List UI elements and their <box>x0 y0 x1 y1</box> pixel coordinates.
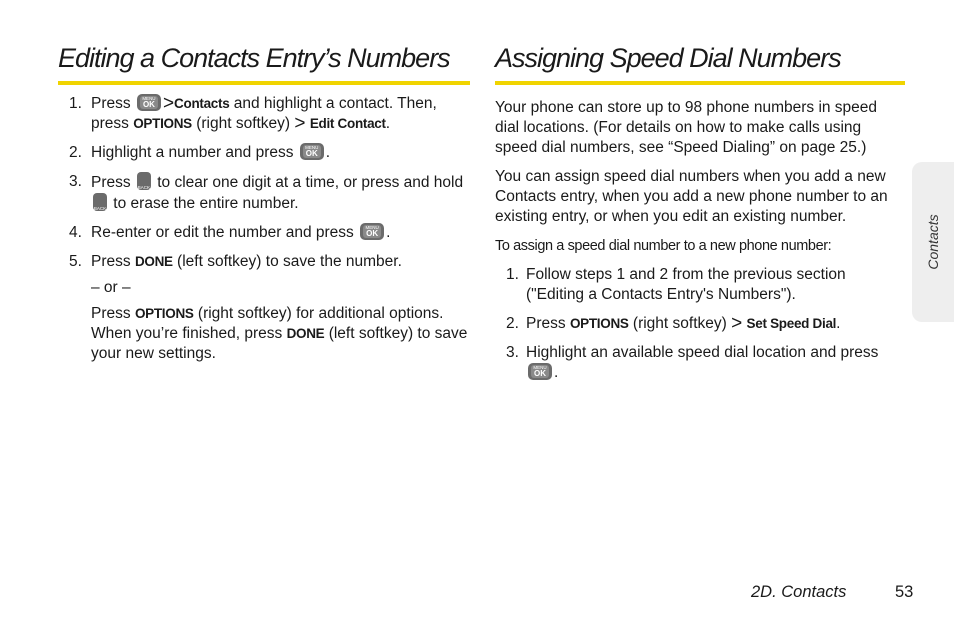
menu-ok-key-icon <box>300 143 324 160</box>
step-text: Press <box>91 305 135 322</box>
menu-ok-key-icon <box>360 223 384 240</box>
footer-section-title: 2D. Contacts <box>751 583 847 601</box>
right-heading: Assigning Speed Dial Numbers <box>495 43 841 73</box>
key-label-main: OK <box>534 369 546 378</box>
list-item <box>58 252 470 272</box>
step-text: and highlight a contact. Then, press <box>91 95 437 132</box>
side-tab-label: Contacts <box>925 214 941 270</box>
left-column <box>58 40 470 364</box>
step-text: (left softkey) to save the number. <box>172 253 402 270</box>
right-heading-rule <box>495 81 905 85</box>
step-text: Press <box>91 253 135 270</box>
list-item <box>58 94 470 134</box>
key-label-main: OK <box>305 149 318 158</box>
list-item <box>58 143 470 163</box>
list-item <box>495 265 905 305</box>
menu-term: Set Speed Dial <box>746 316 837 331</box>
list-item <box>495 314 905 334</box>
step-number: 2. <box>69 144 82 161</box>
step-text: (right softkey) for additional options. When you’re finished, press <box>91 305 444 342</box>
menu-ok-key-icon <box>528 363 552 380</box>
key-label-main: OK <box>366 229 379 238</box>
or-separator: – or – <box>91 279 131 296</box>
step-number: 2. <box>506 315 519 332</box>
step-text: Press <box>91 174 131 191</box>
path-separator: > <box>294 113 306 134</box>
left-heading-rule <box>58 81 470 85</box>
procedure-lead: To assign a speed dial number to a new phone number: <box>495 238 832 254</box>
key-label-top: MENU <box>305 145 319 150</box>
list-item <box>495 343 905 383</box>
alternative-instruction <box>58 304 470 364</box>
left-heading: Editing a Contacts Entry’s Numbers <box>58 43 450 73</box>
intro-paragraph: Your phone can store up to 98 phone numbers in speed dial locations. (For details on how to make calls using speed dial numbers, see “Speed Dialing” on page 25.) <box>495 99 878 156</box>
step-text: . <box>386 224 391 241</box>
step-number: 3. <box>506 344 519 361</box>
step-text: . <box>325 144 331 161</box>
menu-term: Edit Contact <box>309 116 386 131</box>
path-separator: > <box>162 93 175 114</box>
key-label-main: OK <box>142 100 155 109</box>
step-text: Highlight a number and press <box>91 144 294 161</box>
step-text: to clear one digit at a time, or press and hold <box>152 174 464 191</box>
list-item <box>58 223 470 243</box>
step-text: Follow steps 1 and 2 from the previous section ("Editing a Contacts Entry's Numbers"). <box>526 266 846 303</box>
key-label-top: MENU <box>365 225 379 230</box>
intro-paragraph: You can assign speed dial numbers when you add a new Contacts entry, when you add a new phone number to an existing entry, or when you edit an existing number. <box>495 168 888 225</box>
menu-term: DONE <box>134 254 173 269</box>
key-label-top: MENU <box>533 365 547 370</box>
step-text: (right softkey) <box>191 115 295 132</box>
key-label-main: BACK <box>93 206 107 211</box>
right-column <box>495 40 905 383</box>
step-text: Press <box>91 95 131 112</box>
step-text: . <box>385 115 391 132</box>
section-side-tab <box>912 162 954 322</box>
step-text: Highlight an available speed dial location and press <box>526 344 879 361</box>
step-number: 5. <box>69 253 82 270</box>
step-text: Press <box>526 315 570 332</box>
step-number: 3. <box>69 173 82 190</box>
step-text: Re-enter or edit the number and press <box>91 224 354 241</box>
step-text: to erase the entire number. <box>109 195 299 212</box>
menu-term: DONE <box>286 326 325 341</box>
step-number: 4. <box>69 224 82 241</box>
path-separator: > <box>731 313 743 334</box>
key-label-main: BACK <box>137 185 151 190</box>
step-text: (right softkey) <box>628 315 732 332</box>
step-text: . <box>554 364 559 381</box>
step-number: 1. <box>506 266 519 283</box>
step-text: (left softkey) to save your new settings. <box>91 325 468 362</box>
page-number: 53 <box>895 583 914 601</box>
menu-term: Contacts <box>174 96 230 111</box>
menu-term: OPTIONS <box>134 306 194 321</box>
menu-term: OPTIONS <box>569 316 629 331</box>
step-number: 1. <box>69 95 82 112</box>
menu-ok-key-icon <box>137 94 161 111</box>
back-key-icon <box>93 193 107 211</box>
list-item <box>58 172 470 214</box>
menu-term: OPTIONS <box>133 116 192 131</box>
step-text: . <box>836 315 841 332</box>
key-label-top: MENU <box>142 96 156 101</box>
back-key-icon <box>137 172 151 190</box>
